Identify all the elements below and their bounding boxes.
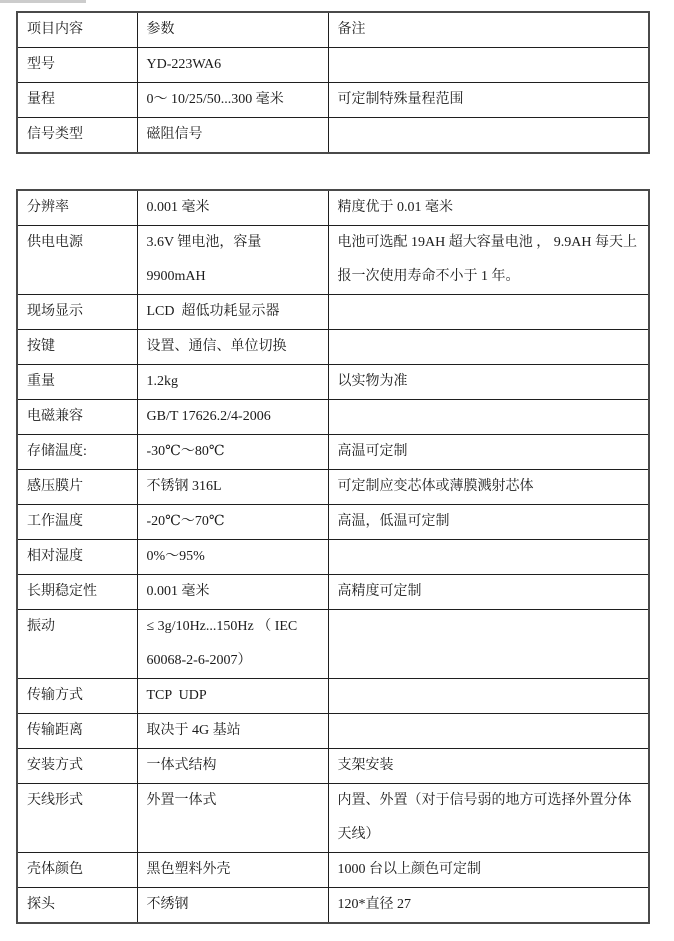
table-row xyxy=(17,505,649,540)
spec-table-overview-body xyxy=(17,12,649,153)
table-cell xyxy=(328,295,649,330)
table-cell: 以实物为准 xyxy=(328,365,649,400)
table-header-cell: 参数 xyxy=(137,12,328,48)
table-cell: 现场显示 xyxy=(17,295,137,330)
table-cell: 长期稳定性 xyxy=(17,575,137,610)
table-cell: 振动 xyxy=(17,610,137,679)
table-cell: -20℃～70℃ xyxy=(137,505,328,540)
table-row xyxy=(17,83,649,118)
table-cell xyxy=(328,48,649,83)
table-cell: LCD 超低功耗显示器 xyxy=(137,295,328,330)
table-cell: 0.001 毫米 xyxy=(137,575,328,610)
table-row xyxy=(17,853,649,888)
table-cell: 1.2kg xyxy=(137,365,328,400)
spec-table-overview xyxy=(16,11,650,154)
table-row xyxy=(17,400,649,435)
table-cell: 可定制特殊量程范围 xyxy=(328,83,649,118)
table-header-row xyxy=(17,12,649,48)
table-cell: 可定制应变芯体或薄膜溅射芯体 xyxy=(328,470,649,505)
table-row xyxy=(17,575,649,610)
table-row xyxy=(17,190,649,226)
table-cell: 量程 xyxy=(17,83,137,118)
table-cell xyxy=(328,540,649,575)
table-cell: 0～ 10/25/50...300 毫米 xyxy=(137,83,328,118)
table-row xyxy=(17,365,649,400)
table-cell: ≤ 3g/10Hz...150Hz （ IEC 60068-2-6-2007） xyxy=(137,610,328,679)
table-cell: 安装方式 xyxy=(17,749,137,784)
table-cell: 内置、外置（对于信号弱的地方可选择外置分体天线） xyxy=(328,784,649,853)
table-header-cell: 项目内容 xyxy=(17,12,137,48)
table-cell: 相对湿度 xyxy=(17,540,137,575)
table-cell: 磁阻信号 xyxy=(137,118,328,154)
table-row xyxy=(17,784,649,853)
table-cell: 设置、通信、单位切换 xyxy=(137,330,328,365)
table-row xyxy=(17,714,649,749)
table-cell: 取决于 4G 基站 xyxy=(137,714,328,749)
table-cell xyxy=(328,118,649,154)
table-header-cell: 备注 xyxy=(328,12,649,48)
table-row xyxy=(17,888,649,924)
table-cell: 3.6V 锂电池，容量 9900mAH xyxy=(137,226,328,295)
table-cell: 支架安装 xyxy=(328,749,649,784)
table-row xyxy=(17,295,649,330)
table-cell: 电磁兼容 xyxy=(17,400,137,435)
table-cell: 高温可定制 xyxy=(328,435,649,470)
table-cell: 外置一体式 xyxy=(137,784,328,853)
table-cell: 存储温度: xyxy=(17,435,137,470)
table-row xyxy=(17,435,649,470)
table-cell: 信号类型 xyxy=(17,118,137,154)
spec-table-details xyxy=(16,189,650,924)
table-cell: 精度优于 0.01 毫米 xyxy=(328,190,649,226)
table-cell: 0%～95% xyxy=(137,540,328,575)
table-cell: 黑色塑料外壳 xyxy=(137,853,328,888)
table-cell: 型号 xyxy=(17,48,137,83)
table-cell: 高温，低温可定制 xyxy=(328,505,649,540)
table-cell: 传输距离 xyxy=(17,714,137,749)
table-cell: 一体式结构 xyxy=(137,749,328,784)
spec-table-details-body xyxy=(17,190,649,923)
table-cell: 按键 xyxy=(17,330,137,365)
table-cell: 高精度可定制 xyxy=(328,575,649,610)
table-cell: -30℃～80℃ xyxy=(137,435,328,470)
table-row xyxy=(17,610,649,679)
table-cell xyxy=(328,330,649,365)
table-cell xyxy=(328,400,649,435)
table-row xyxy=(17,226,649,295)
table-cell xyxy=(328,610,649,679)
table-cell: 0.001 毫米 xyxy=(137,190,328,226)
table-row xyxy=(17,470,649,505)
cropped-content-sliver xyxy=(0,0,86,3)
table-row xyxy=(17,679,649,714)
table-cell: 供电电源 xyxy=(17,226,137,295)
table-row xyxy=(17,118,649,154)
table-row xyxy=(17,749,649,784)
table-row xyxy=(17,330,649,365)
table-cell: 重量 xyxy=(17,365,137,400)
table-cell: 工作温度 xyxy=(17,505,137,540)
table-cell: 分辨率 xyxy=(17,190,137,226)
table-cell: 120*直径 27 xyxy=(328,888,649,924)
table-cell xyxy=(328,679,649,714)
table-cell: YD-223WA6 xyxy=(137,48,328,83)
table-row xyxy=(17,540,649,575)
table-cell: 1000 台以上颜色可定制 xyxy=(328,853,649,888)
table-cell: 壳体颜色 xyxy=(17,853,137,888)
table-cell: 探头 xyxy=(17,888,137,924)
table-cell: GB/T 17626.2/4-2006 xyxy=(137,400,328,435)
table-cell: TCP UDP xyxy=(137,679,328,714)
table-cell: 不锈钢 316L xyxy=(137,470,328,505)
table-cell: 感压膜片 xyxy=(17,470,137,505)
table-cell: 电池可选配 19AH 超大容量电池 ， 9.9AH 每天上报一次使用寿命不小于 1 年。 xyxy=(328,226,649,295)
table-cell xyxy=(328,714,649,749)
table-cell: 不绣钢 xyxy=(137,888,328,924)
table-cell: 传输方式 xyxy=(17,679,137,714)
table-row xyxy=(17,48,649,83)
table-cell: 天线形式 xyxy=(17,784,137,853)
